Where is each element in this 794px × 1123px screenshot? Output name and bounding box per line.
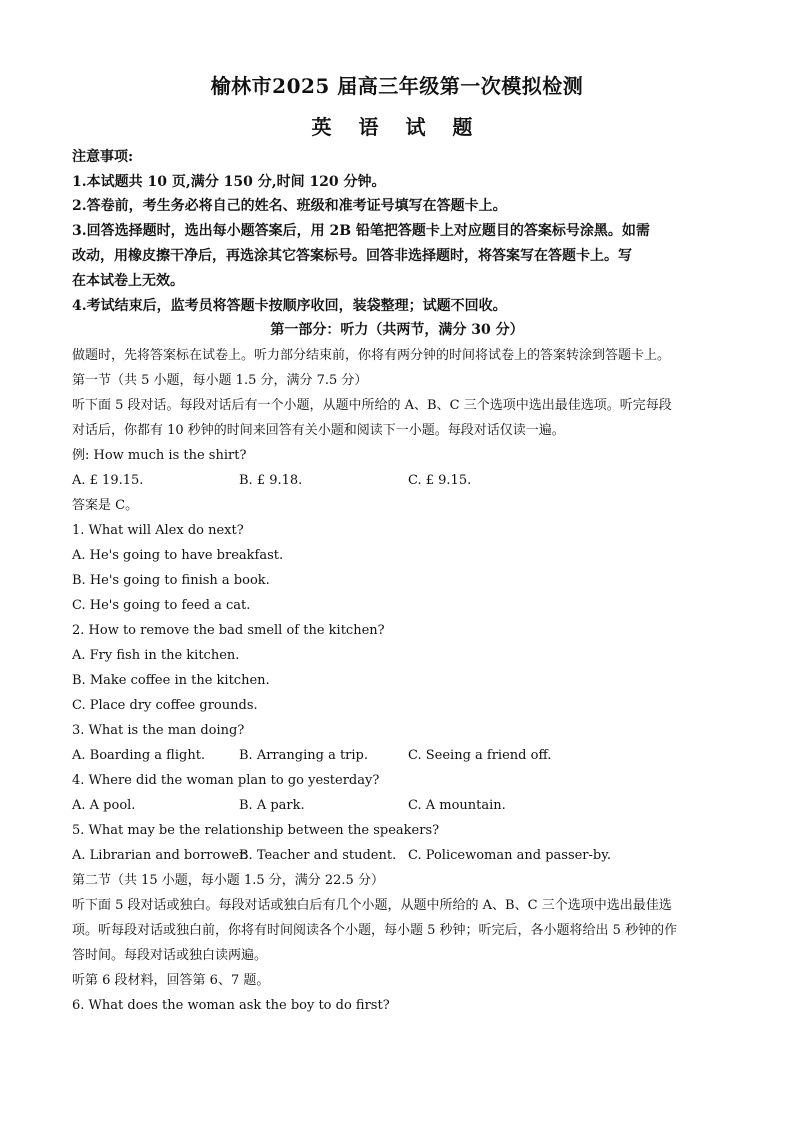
question-2-option-c: C. Place dry coffee grounds. <box>72 698 258 713</box>
example-option-b: B. £ 9.18. <box>239 473 303 488</box>
question-4-option-a: A. A pool. <box>72 798 136 813</box>
subject-title: 英 语 试 题 <box>311 115 483 139</box>
material-6-instruction: 听第 6 段材料，回答第 6、7 题。 <box>72 973 270 988</box>
question-3: 3. What is the man doing? <box>72 723 245 738</box>
question-1: 1. What will Alex do next? <box>72 523 244 538</box>
question-1-option-a: A. He's going to have breakfast. <box>72 548 284 563</box>
example-question: 例: How much is the shirt? <box>72 448 247 463</box>
question-6: 6. What does the woman ask the boy to do first? <box>72 998 390 1013</box>
question-5-option-a: A. Librarian and borrower. <box>72 848 249 863</box>
example-answer: 答案是 C。 <box>72 498 139 513</box>
question-1-option-b: B. He's going to finish a book. <box>72 573 270 588</box>
question-3-option-b: B. Arranging a trip. <box>239 748 368 763</box>
question-5-option-b: B. Teacher and student. <box>239 848 397 863</box>
question-4-option-c: C. A mountain. <box>408 798 506 813</box>
section2-instructions-line-2: 项。听每段对话或独白前，你将有时间阅读各个小题，每小题 5 秒钟；听完后，各小题将给出 5 秒钟的作 <box>72 923 678 938</box>
question-2: 2. How to remove the bad smell of the kitchen? <box>72 623 385 638</box>
question-2-option-a: A. Fry fish in the kitchen. <box>72 648 240 663</box>
example-option-a: A. £ 19.15. <box>72 473 144 488</box>
section2-title: 第二节（共 15 小题，每小题 1.5 分，满分 22.5 分） <box>72 873 384 888</box>
section2-instructions-line-3: 答时间。每段对话或独白读两遍。 <box>72 948 268 963</box>
note-1: 1.本试题共 10 页,满分 150 分,时间 120 分钟。 <box>72 174 386 190</box>
note-3-line-2: 改动，用橡皮擦干净后，再选涂其它答案标号。回答非选择题时，将答案写在答题卡上。写 <box>72 248 632 264</box>
section1-instructions-line-2: 对话后，你都有 10 秒钟的时间来回答有关小题和阅读下一小题。每段对话仅读一遍。 <box>72 423 565 438</box>
question-4: 4. Where did the woman plan to go yesterday? <box>72 773 380 788</box>
note-2: 2.答卷前，考生务必将自己的姓名、班级和准考证号填写在答题卡上。 <box>72 198 507 214</box>
note-3-line-1: 3.回答选择题时，选出每小题答案后，用 2B 铅笔把答题卡上对应题目的答案标号涂黑。如需 <box>72 223 650 239</box>
section1-title: 第一节（共 5 小题，每小题 1.5 分，满分 7.5 分） <box>72 373 368 388</box>
example-option-c: C. £ 9.15. <box>408 473 472 488</box>
exam-title: 榆林市2025 届高三年级第一次模拟检测 <box>210 74 584 98</box>
question-2-option-b: B. Make coffee in the kitchen. <box>72 673 270 688</box>
note-4: 4.考试结束后，监考员将答题卡按顺序收回，装袋整理；试题不回收。 <box>72 298 507 314</box>
note-3-line-3: 在本试卷上无效。 <box>72 273 184 289</box>
question-1-option-c: C. He's going to feed a cat. <box>72 598 251 613</box>
notes-heading: 注意事项: <box>72 149 134 165</box>
part1-title: 第一部分：听力（共两节，满分 30 分） <box>270 322 524 338</box>
question-3-option-a: A. Boarding a flight. <box>72 748 206 763</box>
question-5: 5. What may be the relationship between the speakers? <box>72 823 440 838</box>
section1-instructions-line-1: 听下面 5 段对话。每段对话后有一个小题，从题中所给的 A、B、C 三个选项中选出最佳选项。听完每段 <box>72 398 672 413</box>
question-4-option-b: B. A park. <box>239 798 305 813</box>
question-3-option-c: C. Seeing a friend off. <box>408 748 552 763</box>
question-5-option-c: C. Policewoman and passer-by. <box>408 848 611 863</box>
part1-intro: 做题时，先将答案标在试卷上。听力部分结束前，你将有两分钟的时间将试卷上的答案转涂到答题卡上。 <box>72 348 671 363</box>
section2-instructions-line-1: 听下面 5 段对话或独白。每段对话或独白后有几个小题，从题中所给的 A、B、C 三个选项中选出最佳选 <box>72 898 672 913</box>
